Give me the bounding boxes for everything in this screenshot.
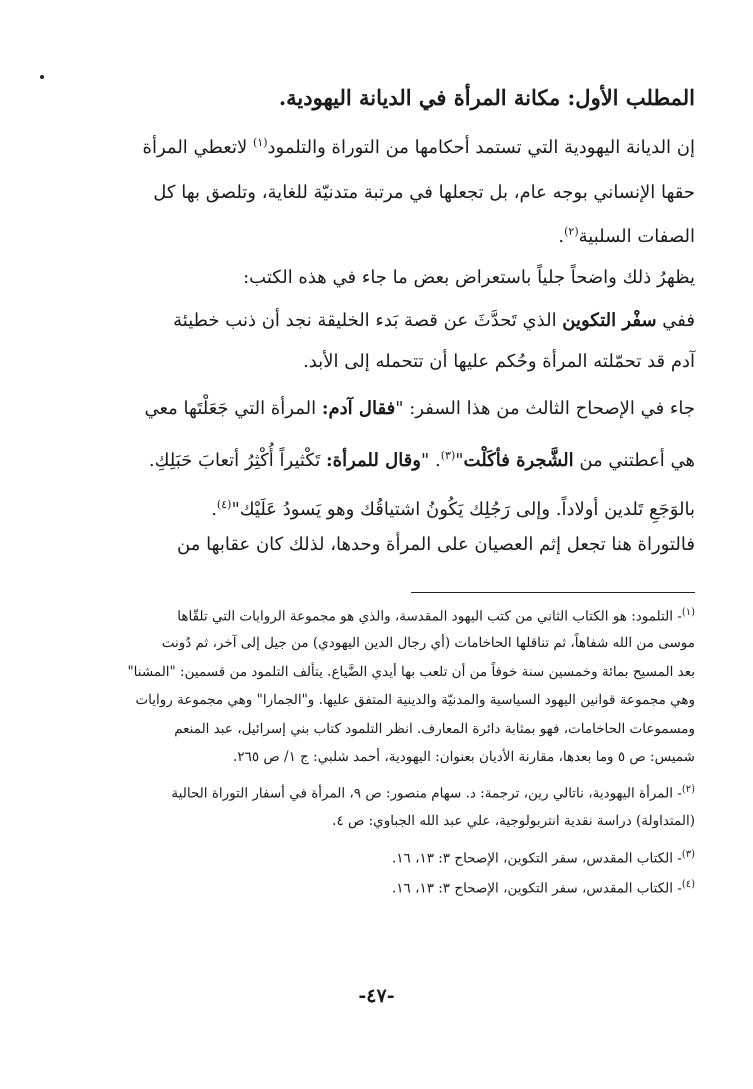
footnote-1-line-1 bbox=[40, 602, 695, 628]
quote-speaker-woman: وقال للمرأة: bbox=[326, 450, 421, 471]
footnote-3-line-1 bbox=[40, 844, 695, 870]
p4-l2-text-a: هي أعطتني من bbox=[573, 450, 695, 471]
footnote-ref-2[interactable]: (٢) bbox=[564, 225, 579, 238]
fn1-l2-text: موسى من الله شفاهاً، ثم تناقلها الحاخامات (أي رجال الدين اليهودي) من جيل إلى آخر، ثم دُونت bbox=[161, 635, 695, 651]
book-name-genesis: سفْر التكوين bbox=[562, 310, 657, 331]
fn3-l1-text: - الكتاب المقدس، سفر التكوين، الإصحاح ٣: ١٣، ١٦. bbox=[391, 850, 682, 867]
p1-l3-text-b: . bbox=[558, 226, 565, 247]
p4-l2-text-b: " bbox=[455, 450, 464, 471]
paragraph-1-line-3 bbox=[40, 217, 695, 252]
quote-speaker-adam: فقال آدم: bbox=[321, 398, 396, 419]
p1-l1-text-a: إن الديانة اليهودية التي تستمد أحكامها من التوراة والتلمود bbox=[267, 137, 695, 158]
quote-bold-tree: الشَّجرة فأكَلْت bbox=[463, 450, 574, 471]
margin-dot bbox=[40, 75, 44, 79]
p4-l1-text-a: جاء في الإصحاح الثالث من هذا السفر: " bbox=[395, 398, 695, 419]
footnote-ref-3[interactable]: (٣) bbox=[440, 449, 456, 462]
footnote-2-line-1 bbox=[40, 779, 695, 805]
p1-l3-text-a: الصفات السلبية bbox=[578, 226, 695, 247]
footnote-4-number: (٤) bbox=[681, 879, 695, 890]
footnote-1-line-4 bbox=[40, 689, 695, 711]
page-number bbox=[0, 985, 753, 1007]
p1-l1-text-b: لاتعطي المرأة bbox=[142, 137, 253, 158]
fn1-l4-text: وهي مجموعة قوانين اليهود السياسية والمدنيّة والدينية المتفق عليها. و"الجمارا" وهي مجموعة روايات bbox=[135, 692, 695, 708]
fn1-l1-text: - التلمود: هو الكتاب الثاني من كتب اليهود المقدسة، والذي هو مجموعة الروايات التي تلقّاها bbox=[177, 608, 682, 625]
paragraph-4-line-2 bbox=[40, 441, 695, 476]
p4-l3-text-b: . bbox=[211, 499, 217, 520]
footnote-4-line-1 bbox=[40, 874, 695, 900]
p2-l1-text: يظهرُ ذلك واضحاً جلياً باستعراض بعض ما جاء في هذه الكتب: bbox=[243, 267, 695, 288]
footnote-1-line-2 bbox=[40, 632, 695, 654]
p5-l1-text: فالتوراة هنا تجعل إثم العصيان على المرأة وحدها، لذلك كان عقابها من bbox=[177, 534, 695, 555]
section-heading-text: المطلب الأول: مكانة المرأة في الديانة اليهودية. bbox=[278, 85, 695, 110]
footnote-1-line-5 bbox=[40, 718, 695, 740]
p1-l2-text: حقها الإنساني بوجه عام، بل تجعلها في مرتبة متدنيّة للغاية، وتلصق بها كل bbox=[153, 182, 695, 203]
p4-l2-text-d: تَكْثيراً أُكْثِرُ أتعابَ حَبَلِكِ. bbox=[148, 450, 326, 471]
p4-l3-text-a: بالوَجَعِ تَلدين أولاداً. وإلى رَجُلِك يَكُونُ اشتياقُك وهو يَسودُ عَلَيْك" bbox=[231, 499, 695, 520]
fn1-l5-text: ومسموعات الحاخامات، فهو بمثابة دائرة المعارف. انظر التلمود كتاب بني إسرائيل، عبد المنعم bbox=[174, 721, 695, 737]
p3-l2-text: آدم قد تحمّلته المرأة وحُكم عليها أن تتحمله إلى الأبد. bbox=[303, 351, 695, 372]
p3-l1-text-a: ففي bbox=[656, 310, 695, 331]
footnote-1-line-3 bbox=[40, 661, 695, 683]
footnote-2-number: (٢) bbox=[681, 784, 695, 795]
footnote-1-line-6 bbox=[40, 746, 695, 768]
footnote-3-number: (٣) bbox=[681, 849, 695, 860]
paragraph-3-line-1 bbox=[40, 306, 695, 336]
footnote-divider bbox=[411, 592, 695, 593]
footnote-1-number: (١) bbox=[681, 607, 695, 618]
p4-l2-text-c: . " bbox=[420, 450, 441, 471]
fn2-l1-text: - المرأة اليهودية، ناتالي رين، ترجمة: د. سهام منصور: ص ٩، المرأة في أسفار التوراة الحالية bbox=[171, 785, 682, 802]
fn2-l2-text: (المتداولة) دراسة نقدية انتربولوجية، علي عبد الله الجباوي: ص ٤. bbox=[332, 813, 695, 829]
fn4-l1-text: - الكتاب المقدس، سفر التكوين، الإصحاح ٣: ١٣، ١٦. bbox=[391, 880, 682, 897]
paragraph-1-line-1 bbox=[40, 128, 695, 163]
paragraph-4-line-1 bbox=[40, 394, 695, 424]
footnote-2-line-2 bbox=[40, 810, 695, 832]
paragraph-4-line-3 bbox=[40, 490, 695, 525]
paragraph-3-line-2 bbox=[40, 347, 695, 377]
paragraph-1-line-2 bbox=[40, 178, 695, 208]
fn1-l6-text: شميس: ص ٥ وما بعدها، مقارنة الأديان بعنوان: اليهودية، أحمد شلبي: ج ١/ ص ٢٦٥. bbox=[233, 749, 695, 765]
footnote-ref-4[interactable]: (٤) bbox=[216, 498, 232, 511]
paragraph-2-line-1 bbox=[40, 263, 695, 293]
p3-l1-text-b: الذي تَحدَّثَ عن قصة بَدء الخليقة نجد أن ذنب خطيئة bbox=[173, 310, 563, 331]
page-number-text: -٤٧- bbox=[358, 985, 395, 1007]
paragraph-5-line-1 bbox=[40, 530, 695, 560]
p4-l1-text-b: المرأة التي جَعَلْتَها معي bbox=[144, 398, 322, 419]
section-heading bbox=[40, 82, 695, 114]
fn1-l3-text: بعد المسيح بمائة وخمسين سنة خوفاً من أن تلعب بها أيدي الضَّياع. يتألف التلمود من قسمين: "المشنا" bbox=[127, 664, 695, 680]
footnote-ref-1[interactable]: (١) bbox=[252, 136, 268, 149]
